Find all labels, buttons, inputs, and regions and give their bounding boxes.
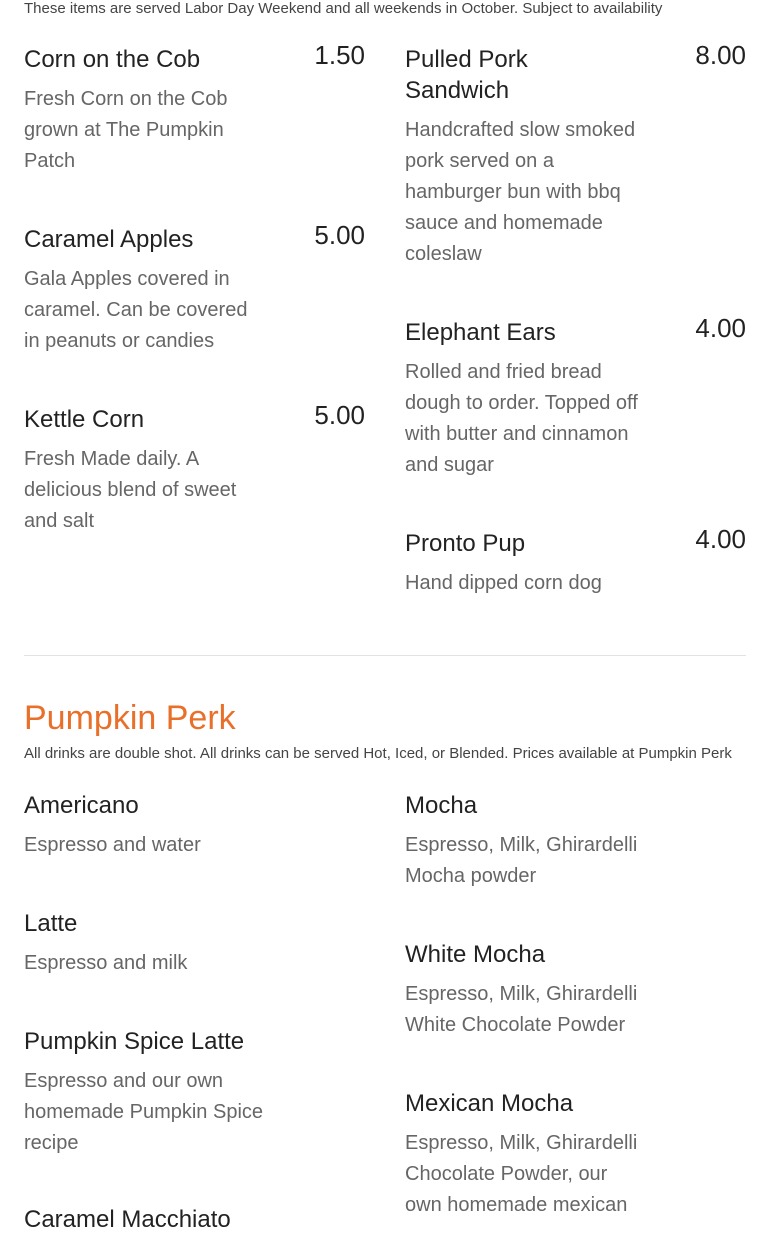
item-name: White Mocha xyxy=(405,941,546,968)
item-name: Mocha xyxy=(405,792,478,819)
item-name: Pronto Pup xyxy=(405,530,526,557)
menu-item xyxy=(24,40,365,177)
item-description: Espresso, Milk, Ghirardelli White Chocolate Powder xyxy=(405,983,638,1036)
item-description: Espresso and milk xyxy=(24,952,188,974)
menu-item xyxy=(24,400,365,537)
drinks-section-note: All drinks are double shot. All drinks can be served Hot, Iced, or Blended. Prices available at Pumpkin Perk xyxy=(24,745,732,762)
item-name: Caramel Macchiato xyxy=(24,1206,231,1233)
menu-item xyxy=(24,790,365,861)
item-name: Elephant Ears xyxy=(405,319,556,346)
menu-item xyxy=(24,220,365,357)
item-price: 1.50 xyxy=(314,40,365,70)
food-section-note: These items are served Labor Day Weekend and all weekends in October. Subject to availability xyxy=(24,0,663,17)
item-description: Rolled and fried bread dough to order. Topped off with butter and cinnamon and sugar xyxy=(405,361,638,476)
item-description: Espresso, Milk, Ghirardelli Chocolate Powder, our own homemade mexican xyxy=(405,1132,638,1216)
item-description: Fresh Corn on the Cob grown at The Pumpkin Patch xyxy=(24,88,228,172)
item-description: Espresso and water xyxy=(24,834,201,856)
item-price: 4.00 xyxy=(695,313,746,343)
menu-item xyxy=(405,939,746,1041)
item-name: Corn on the Cob xyxy=(24,46,201,73)
item-description: Espresso and our own homemade Pumpkin Spice recipe xyxy=(24,1070,264,1154)
item-name: Kettle Corn xyxy=(24,406,145,433)
item-name: Pumpkin Spice Latte xyxy=(24,1028,245,1055)
item-name: Latte xyxy=(24,910,78,937)
menu-item xyxy=(405,790,746,892)
menu-item xyxy=(405,313,746,481)
menu-item xyxy=(405,40,746,270)
section-divider xyxy=(24,655,746,656)
item-description: Hand dipped corn dog xyxy=(405,572,602,594)
item-name: Pulled Pork Sandwich xyxy=(405,46,528,104)
menu-item xyxy=(405,1088,746,1221)
item-description: Handcrafted slow smoked pork served on a hamburger bun with bbq sauce and homemade coleslaw xyxy=(405,119,636,265)
item-price: 5.00 xyxy=(314,400,365,430)
item-price: 8.00 xyxy=(695,40,746,70)
item-price: 4.00 xyxy=(695,524,746,554)
item-description: Espresso, Milk, Ghirardelli Mocha powder xyxy=(405,834,638,887)
section-title: Pumpkin Perk xyxy=(24,699,236,737)
item-price: 5.00 xyxy=(314,220,365,250)
item-description: Gala Apples covered in caramel. Can be covered in peanuts or candies xyxy=(24,268,248,352)
menu-item xyxy=(24,1026,365,1159)
item-name: Mexican Mocha xyxy=(405,1090,574,1117)
item-description: Fresh Made daily. A delicious blend of sweet and salt xyxy=(24,448,237,532)
menu-item xyxy=(405,524,746,599)
item-name: Caramel Apples xyxy=(24,226,194,253)
menu-item xyxy=(24,908,365,979)
item-name: Americano xyxy=(24,792,139,819)
